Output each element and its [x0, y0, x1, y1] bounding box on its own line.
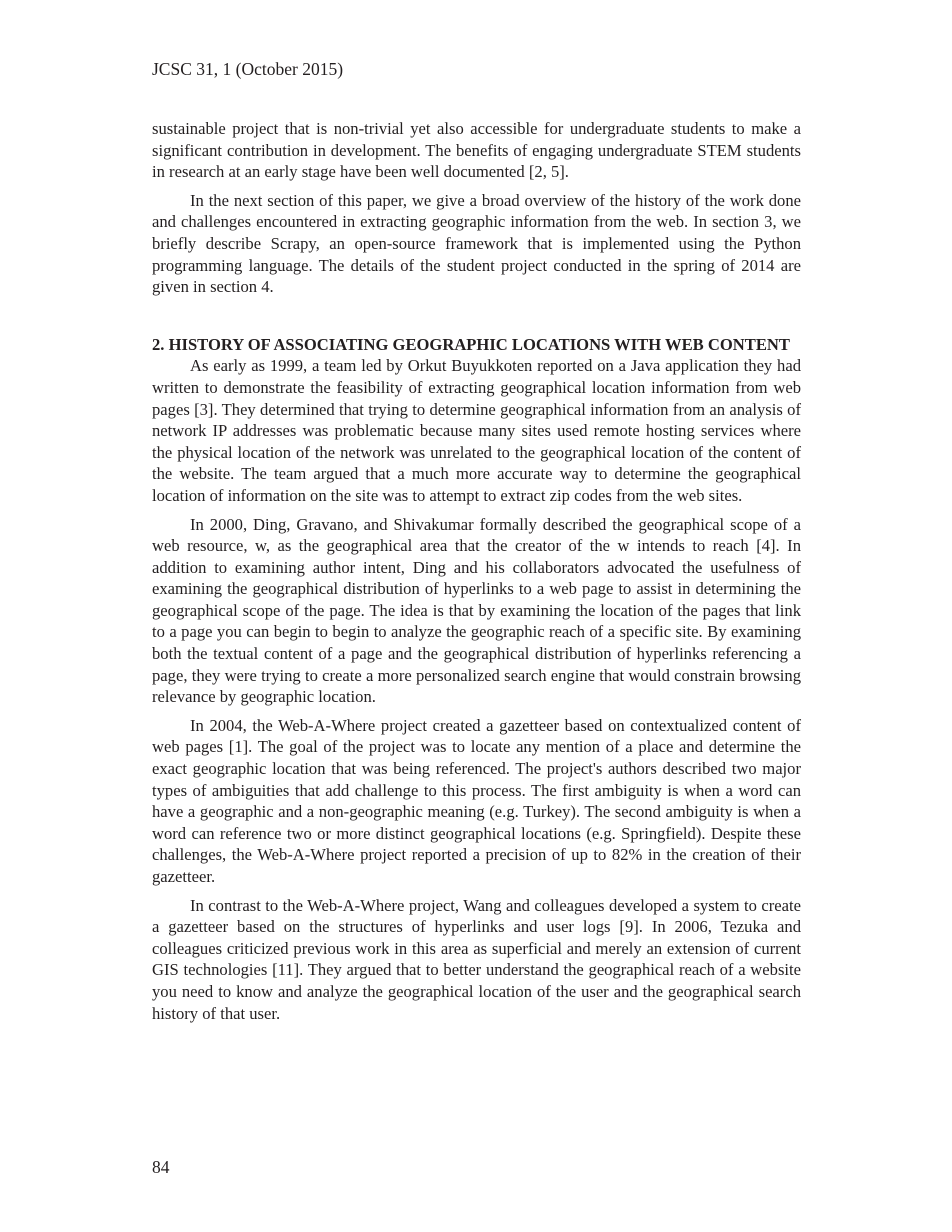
body-paragraph: In contrast to the Web-A-Where project, Wang and colleagues developed a system to create a gazetteer based on the structures of hyperlinks and user logs [9]. In 2006, Tezuka and colleagues criticized previous work in this area as superficial and merely an extension of current GIS technologies [11]. They argued that to better understand the geographical reach of a website you need to know and analyze the geographical location of the user and the geographical search history of that user.: [152, 895, 801, 1023]
section-heading: 2. HISTORY OF ASSOCIATING GEOGRAPHIC LOCATIONS WITH WEB CONTENT: [152, 334, 790, 354]
running-head: JCSC 31, 1 (October 2015): [152, 59, 344, 79]
body-paragraph: In 2000, Ding, Gravano, and Shivakumar formally described the geographical scope of a web resource, w, as the geographical area that the creator of the w intends to reach [4]. In addition to examining author intent, Ding and his collaborators advocated the usefulness of examining the geographical distribution of hyperlinks to a web page to assist in determining the geographical scope of the page. The idea is that by examining the location of the pages that link to a page you can begin to begin to analyze the geographic reach of a specific site. By examining both the textual content of a page and the geographical distribution of hyperlinks referencing a page, they were trying to create a more personalized search engine that would constrain browsing relevance by geographic location.: [152, 514, 801, 707]
body-paragraph: As early as 1999, a team led by Orkut Buyukkoten reported on a Java application they had written to demonstrate the feasibility of extracting geographical location information from web pages [3]. They determined that trying to determine geographical information from an analysis of network IP addresses was problematic because many sites used remote hosting services where the physical location of the network was unrelated to the geographical location of the content of the website. The team argued that a much more accurate way to determine the geographical location of information on the site was to attempt to extract zip codes from the web sites.: [152, 356, 801, 505]
article-body: [152, 118, 801, 1031]
body-paragraph: In 2004, the Web-A-Where project created a gazetteer based on contextualized content of web pages [1]. The goal of the project was to locate any mention of a place and determine the exact geographic location that was being referenced. The project's authors described two major types of ambiguities that add challenge to this process. The first ambiguity is when a word can have a geographic and a non-geographic meaning (e.g. Turkey). The second ambiguity is when a word can reference two or more distinct geographical locations (e.g. Springfield). Despite these challenges, the Web-A-Where project reported a precision of up to 82% in the creation of their gazetteer.: [152, 715, 801, 886]
body-paragraph: In the next section of this paper, we give a broad overview of the history of the work done and challenges encountered in extracting geographic information from the web. In section 3, we briefly describe Scrapy, an open-source framework that is implemented using the Python programming language. The details of the student project conducted in the spring of 2014 are given in section 4.: [152, 190, 801, 297]
body-paragraph: sustainable project that is non-trivial yet also accessible for undergraduate students to make a significant contribution in development. The benefits of engaging undergraduate STEM students in research at an early stage have been well documented [2, 5].: [152, 119, 801, 182]
page-number: 84: [152, 1157, 170, 1177]
